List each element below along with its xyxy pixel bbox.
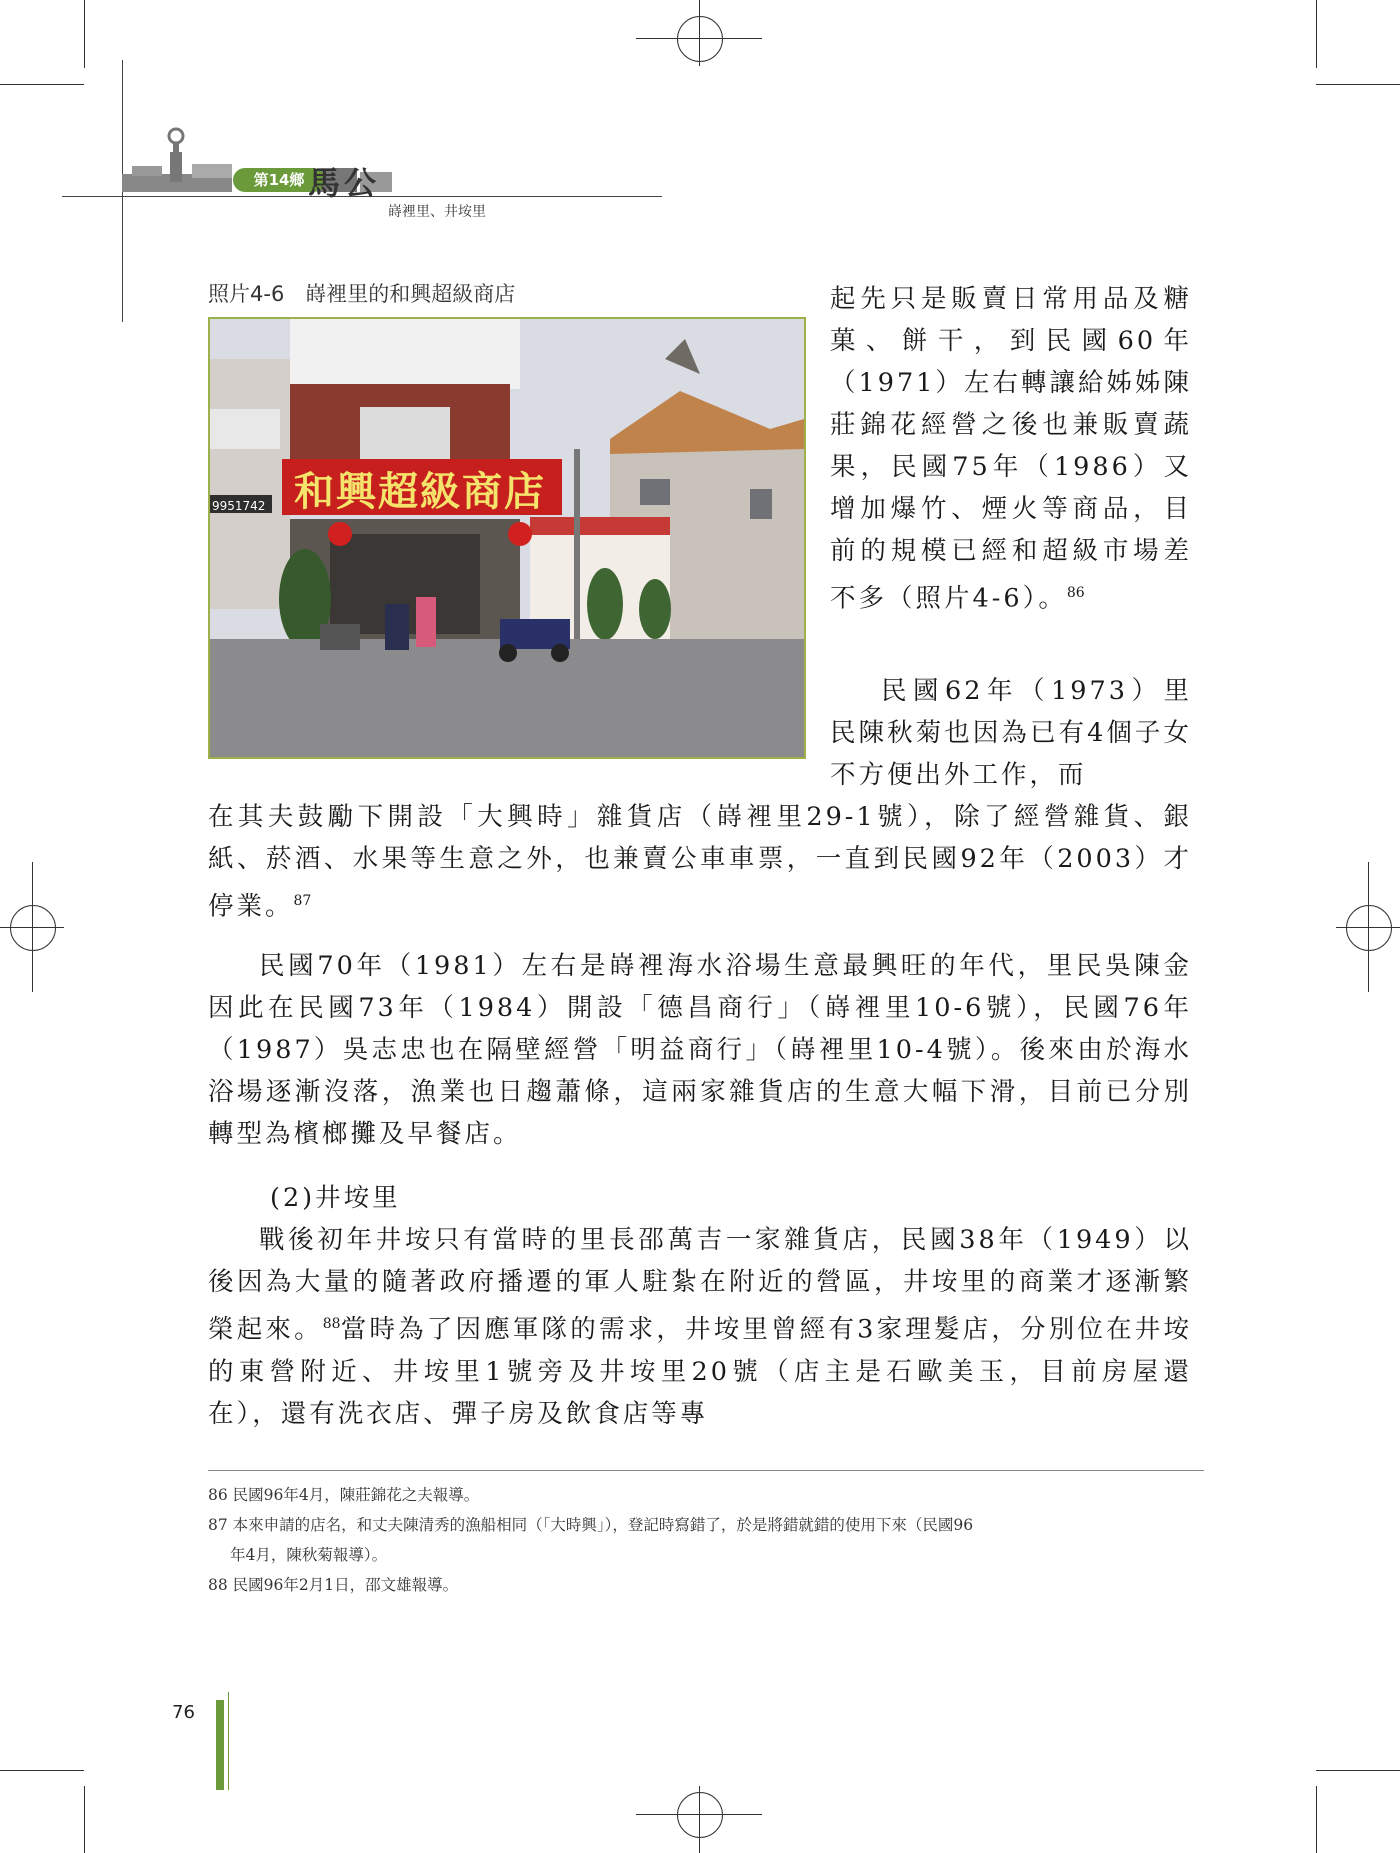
registration-line (699, 0, 700, 66)
registration-mark (1346, 905, 1392, 951)
store-photo-illustration (210, 319, 804, 757)
crop-mark (1316, 0, 1317, 68)
crop-mark (1316, 1770, 1400, 1771)
registration-line (699, 1786, 700, 1853)
registration-mark (677, 16, 723, 62)
store-photo (208, 317, 806, 759)
paragraph-text: 在其夫鼓勵下開設「大興時」雜貨店（嵵裡里29-1號），除了經營雜貨、銀紙、菸酒、水果等生意之外，也兼賣公車車票，一直到民國92年（2003）才停業。 (208, 802, 1192, 922)
crop-mark (0, 1770, 84, 1771)
township-title: 馬公 (308, 164, 381, 202)
paragraph-2-continued (208, 796, 1192, 928)
page-accent-line (228, 1692, 229, 1790)
crop-mark (1316, 84, 1400, 85)
footnote-text: 民國96年4月，陳莊錦花之夫報導。 (232, 1486, 480, 1504)
footnote-ref-88: 88 (322, 1316, 341, 1332)
footnote-87 (208, 1510, 1198, 1540)
page-accent-bar (216, 1700, 224, 1790)
crop-mark (84, 1786, 85, 1853)
paragraph-3: 民國70年（1981）左右是嵵裡海水浴場生意最興旺的年代，里民吳陳金因此在民國73年（1984）開設「德昌商行」（嵵裡里10-6號），民國76年（1987）吳志忠也在隔壁經營「明益商行」（嵵裡里10-4號）。後來由於海水浴場逐漸沒落，漁業也日趨蕭條，這兩家雜貨店的生意大幅下滑，目前已分別轉型為檳榔攤及早餐店。 (208, 951, 1192, 1149)
paragraph-text: 戰後初年井垵只有當時的里長邵萬吉一家雜貨店，民國38年（1949）以後因為大量的隨著政府播遷的軍人駐紮在附近的營區，井垵里的商業才逐漸繁榮起來。 (208, 1225, 1192, 1345)
footnote-86 (208, 1480, 1198, 1510)
footnote-text: 民國96年2月1日，邵文雄報導。 (232, 1576, 459, 1594)
registration-mark (10, 905, 56, 951)
footnote-ref-87: 87 (293, 893, 312, 909)
footnote-ref-86: 86 (1066, 585, 1085, 601)
registration-line (32, 862, 33, 992)
paragraph-2-column: 民國62年（1973）里民陳秋菊也因為已有4個子女不方便出外工作，而 (830, 676, 1192, 790)
paragraph-text: 起先只是販賣日常用品及糖菓、餅干，到民國60年（1971）左右轉讓給姊姊陳莊錦花經營之後也兼販賣蔬果，民國75年（1986）又增加爆竹、煙火等商品，目前的規模已經和超級市場差不多（照片4-6）。 (830, 284, 1192, 614)
footnote-rule (208, 1470, 1204, 1471)
crop-mark (1316, 1786, 1317, 1853)
crop-mark (0, 84, 84, 85)
footnote-number: 88 (208, 1576, 228, 1594)
store-sign-text: 和興超級商店 (294, 468, 546, 515)
phone-number-sign: 9951742 (212, 499, 266, 513)
footnote-number: 87 (208, 1516, 228, 1534)
crop-mark (84, 0, 85, 68)
township-badge: 第14鄉 (233, 168, 325, 192)
footnote-87-continued: 年4月，陳秋菊報導）。 (230, 1546, 388, 1564)
registration-mark (677, 1792, 723, 1838)
footnote-number: 86 (208, 1486, 228, 1504)
page-number: 76 (172, 1702, 195, 1723)
paragraph-text: 當時為了因應軍隊的需求，井垵里曾經有3家理髮店，分別位在井垵的東營附近、井垵里1號旁及井垵里20號（店主是石歐美玉，目前房屋還在），還有洗衣店、彈子房及飲食店等專 (208, 1314, 1192, 1429)
photo-caption: 照片4-6 嵵裡里的和興超級商店 (208, 282, 516, 306)
paragraph-4 (208, 1219, 1192, 1435)
section-heading: (2)井垵里 (270, 1183, 401, 1213)
registration-line (1368, 862, 1369, 992)
paragraph-right-column (830, 278, 1192, 620)
footnote-88 (208, 1570, 1198, 1600)
footnotes (208, 1480, 1198, 1600)
footnote-text: 本來申請的店名，和丈夫陳清秀的漁船相同（「大時興」），登記時寫錯了，於是將錯就錯的使用下來（民國96 (232, 1516, 974, 1534)
header-subtitle: 嵵裡里、井垵里 (388, 204, 486, 220)
